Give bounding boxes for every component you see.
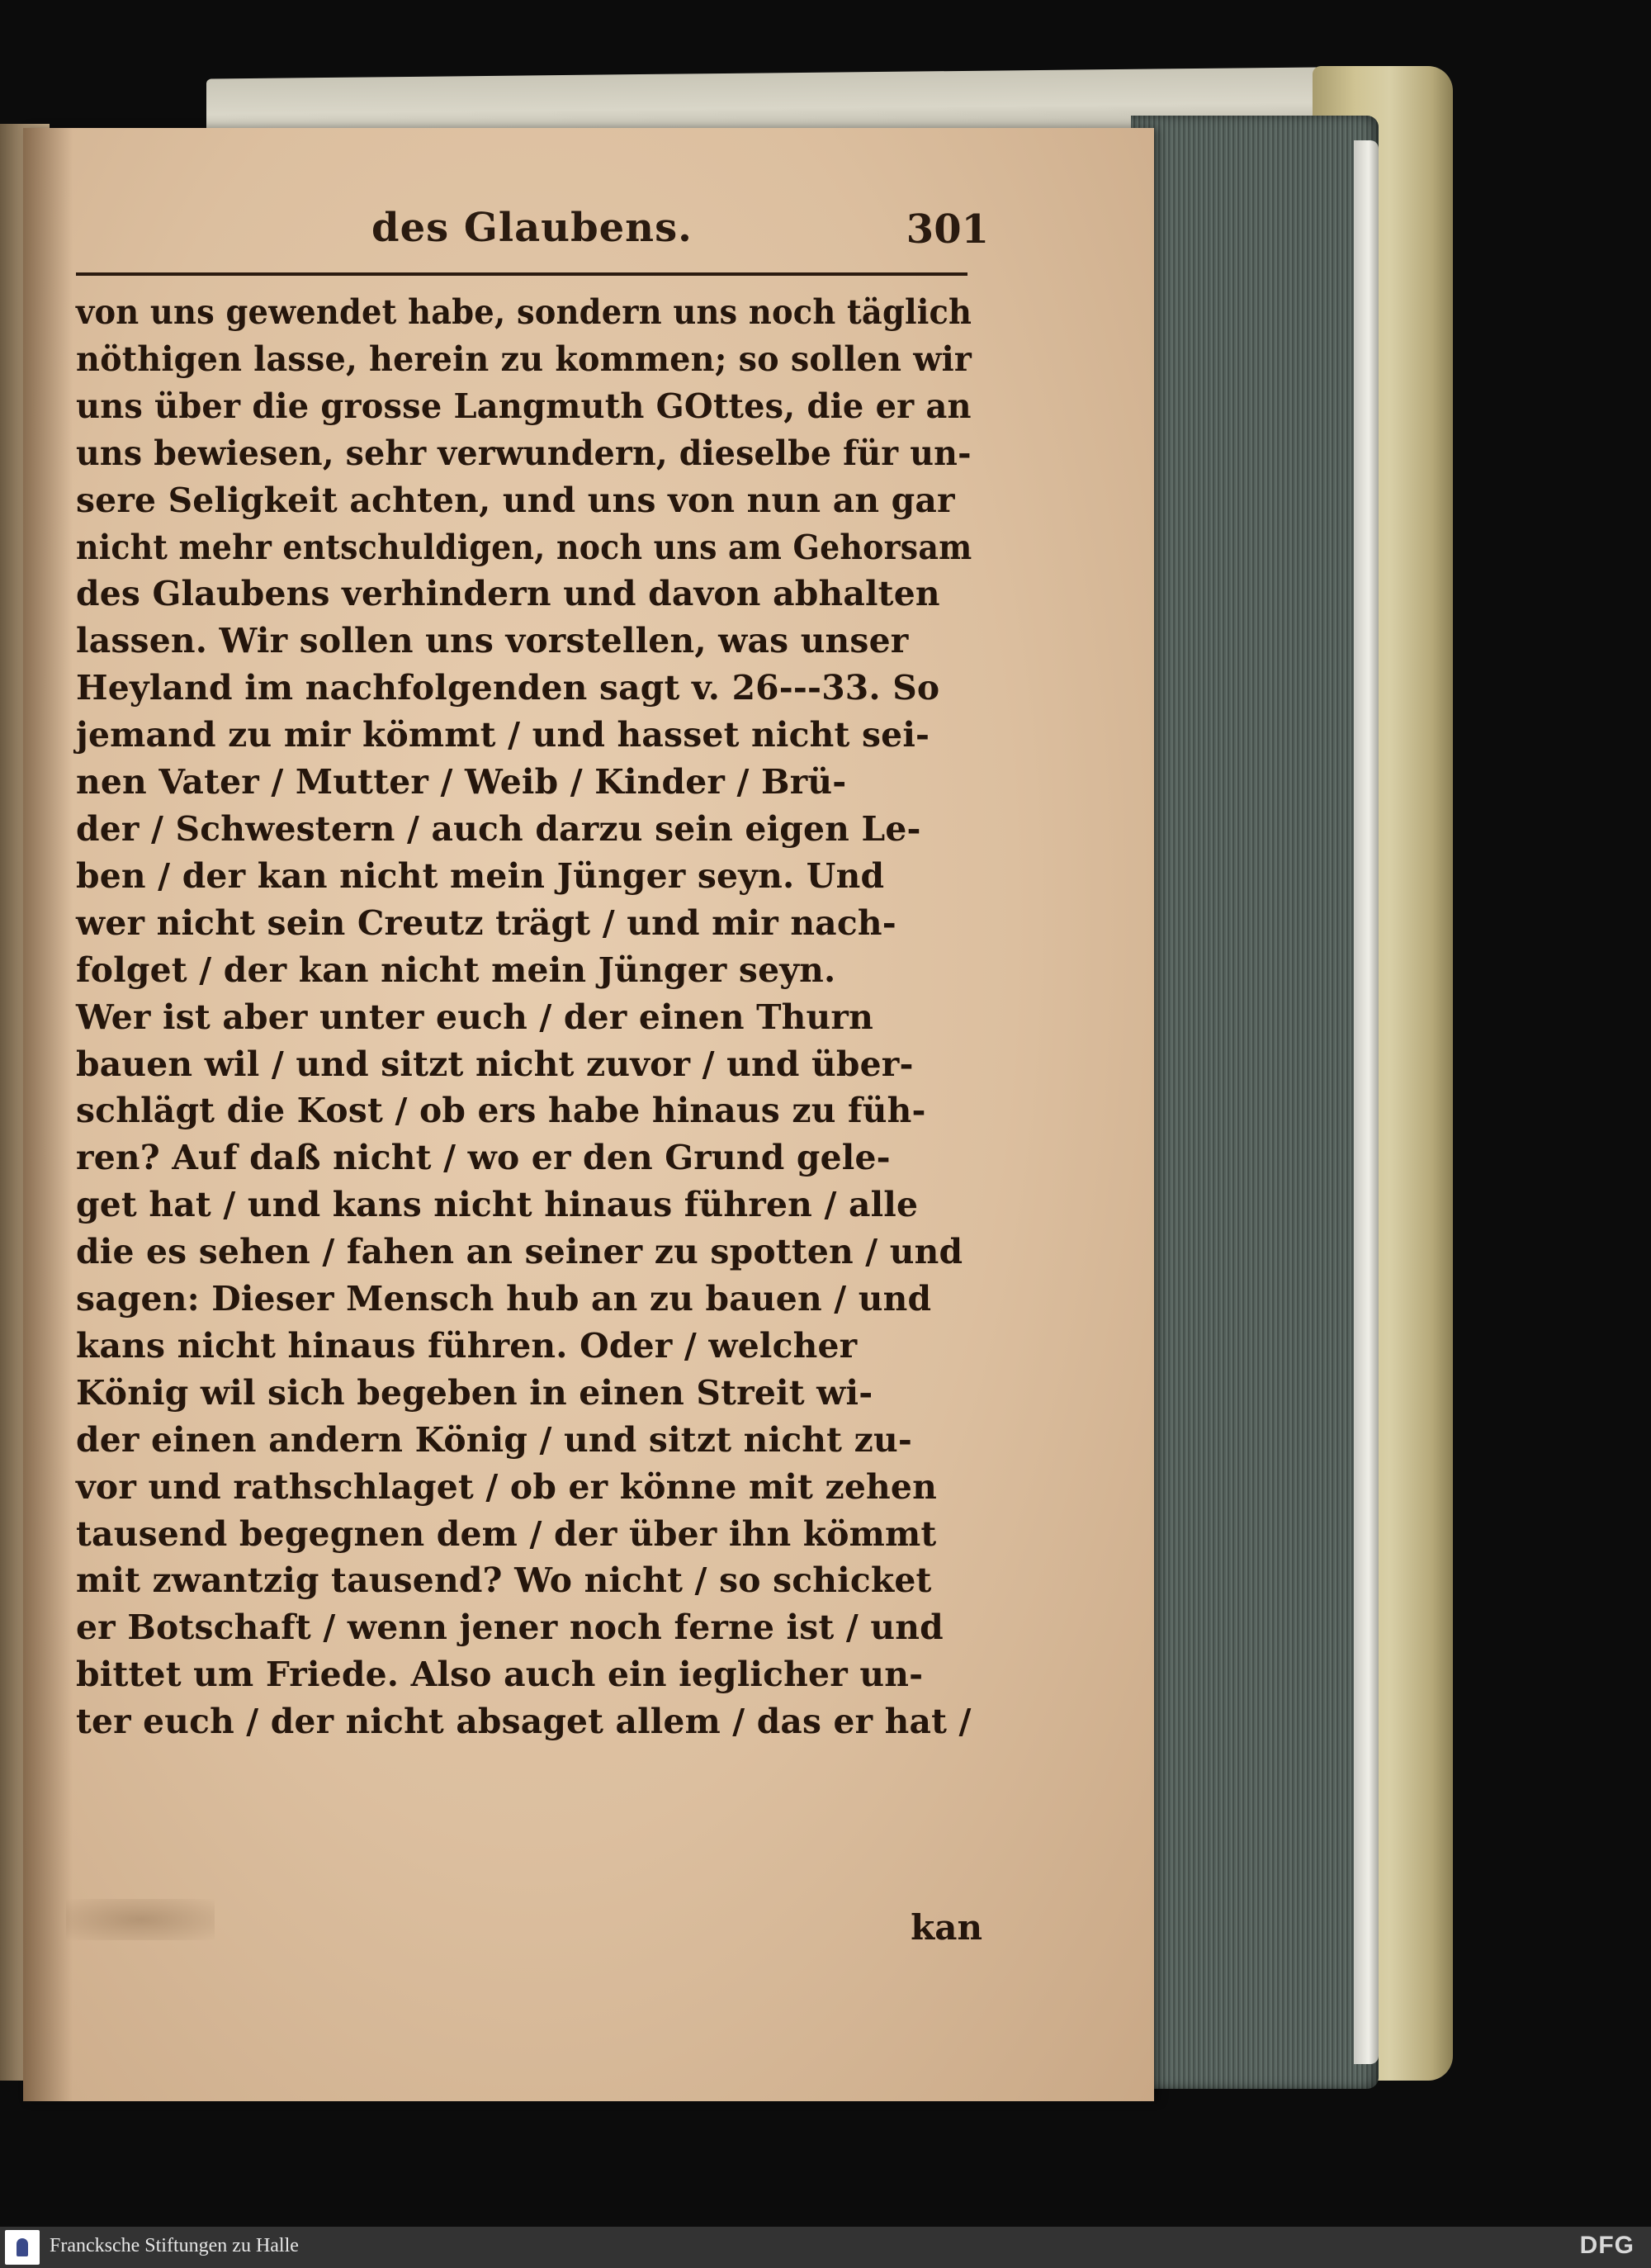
text-line: der einen andern König / und sitzt nicht zu- <box>76 1419 913 1460</box>
body-text <box>76 289 976 1745</box>
text-line: ter euch / der nicht absaget allem / das er hat / <box>76 1702 972 1742</box>
text-line: schlägt die Kost / ob ers habe hinaus zu füh- <box>76 1091 926 1131</box>
text-line: vor und rathschlaget / ob er könne mit zehen <box>76 1466 937 1507</box>
text-line: nöthigen lasse, herein zu kommen; so sollen wir <box>76 339 972 379</box>
text-line: lassen. Wir sollen uns vorstellen, was unser <box>76 621 909 661</box>
page-fore-edge-highlight <box>1354 140 1379 2064</box>
catchword: kan <box>911 1907 982 1948</box>
page-fore-edge <box>1131 116 1379 2089</box>
text-line: Heyland im nachfolgenden sagt v. 26---33. So <box>76 668 940 708</box>
institution-logo-icon <box>5 2230 40 2265</box>
text-line: Wer ist aber unter euch / der einen Thurn <box>76 997 874 1037</box>
text-line: König wil sich begeben in einen Streit wi- <box>76 1372 873 1413</box>
gutter-shadow <box>23 128 73 2101</box>
text-line: nen Vater / Mutter / Weib / Kinder / Brü- <box>76 762 847 803</box>
page-number: 301 <box>906 206 989 253</box>
running-head: des Glaubens. <box>371 205 693 251</box>
text-line: folget / der kan nicht mein Jünger seyn. <box>76 949 836 990</box>
text-line: ben / der kan nicht mein Jünger seyn. Und <box>76 855 885 896</box>
text-line: ren? Auf daß nicht / wo er den Grund gele- <box>76 1138 891 1178</box>
text-line: sagen: Dieser Mensch hub an zu bauen / und <box>76 1279 932 1319</box>
text-line: bauen wil / und sitzt nicht zuvor / und über- <box>76 1044 914 1084</box>
text-line: kans nicht hinaus führen. Oder / welcher <box>76 1325 858 1366</box>
text-line: von uns gewendet habe, sondern uns noch täglich <box>76 292 972 332</box>
text-line: sere Seligkeit achten, und uns von nun an gar <box>76 480 955 520</box>
header-rule <box>76 272 967 276</box>
text-line: jemand zu mir kömmt / und hasset nicht sei- <box>76 715 930 755</box>
text-line: bittet um Friede. Also auch ein ieglicher un- <box>76 1655 924 1695</box>
text-line: tausend begegnen dem / der über ihn kömmt <box>76 1513 937 1554</box>
footer-brand: DFG <box>1579 2232 1634 2259</box>
footer-institution: Francksche Stiftungen zu Halle <box>50 2235 299 2256</box>
text-line: nicht mehr entschuldigen, noch uns am Gehorsam <box>76 527 972 567</box>
text-line: des Glaubens verhindern und davon abhalten <box>76 574 940 614</box>
text-line: die es sehen / fahen an seiner zu spotten / und <box>76 1232 963 1272</box>
ink-smudge <box>66 1899 215 1940</box>
text-line: get hat / und kans nicht hinaus führen / alle <box>76 1185 919 1225</box>
text-line: wer nicht sein Creutz trägt / und mir nach- <box>76 902 896 943</box>
text-line: uns über die grosse Langmuth GOttes, die er an <box>76 386 972 426</box>
text-line: uns bewiesen, sehr verwundern, dieselbe für un- <box>76 433 972 473</box>
text-line: der / Schwestern / auch darzu sein eigen Le- <box>76 808 921 849</box>
text-line: mit zwantzig tausend? Wo nicht / so schicket <box>76 1560 932 1601</box>
text-line: er Botschaft / wenn jener noch ferne ist / und <box>76 1607 944 1648</box>
